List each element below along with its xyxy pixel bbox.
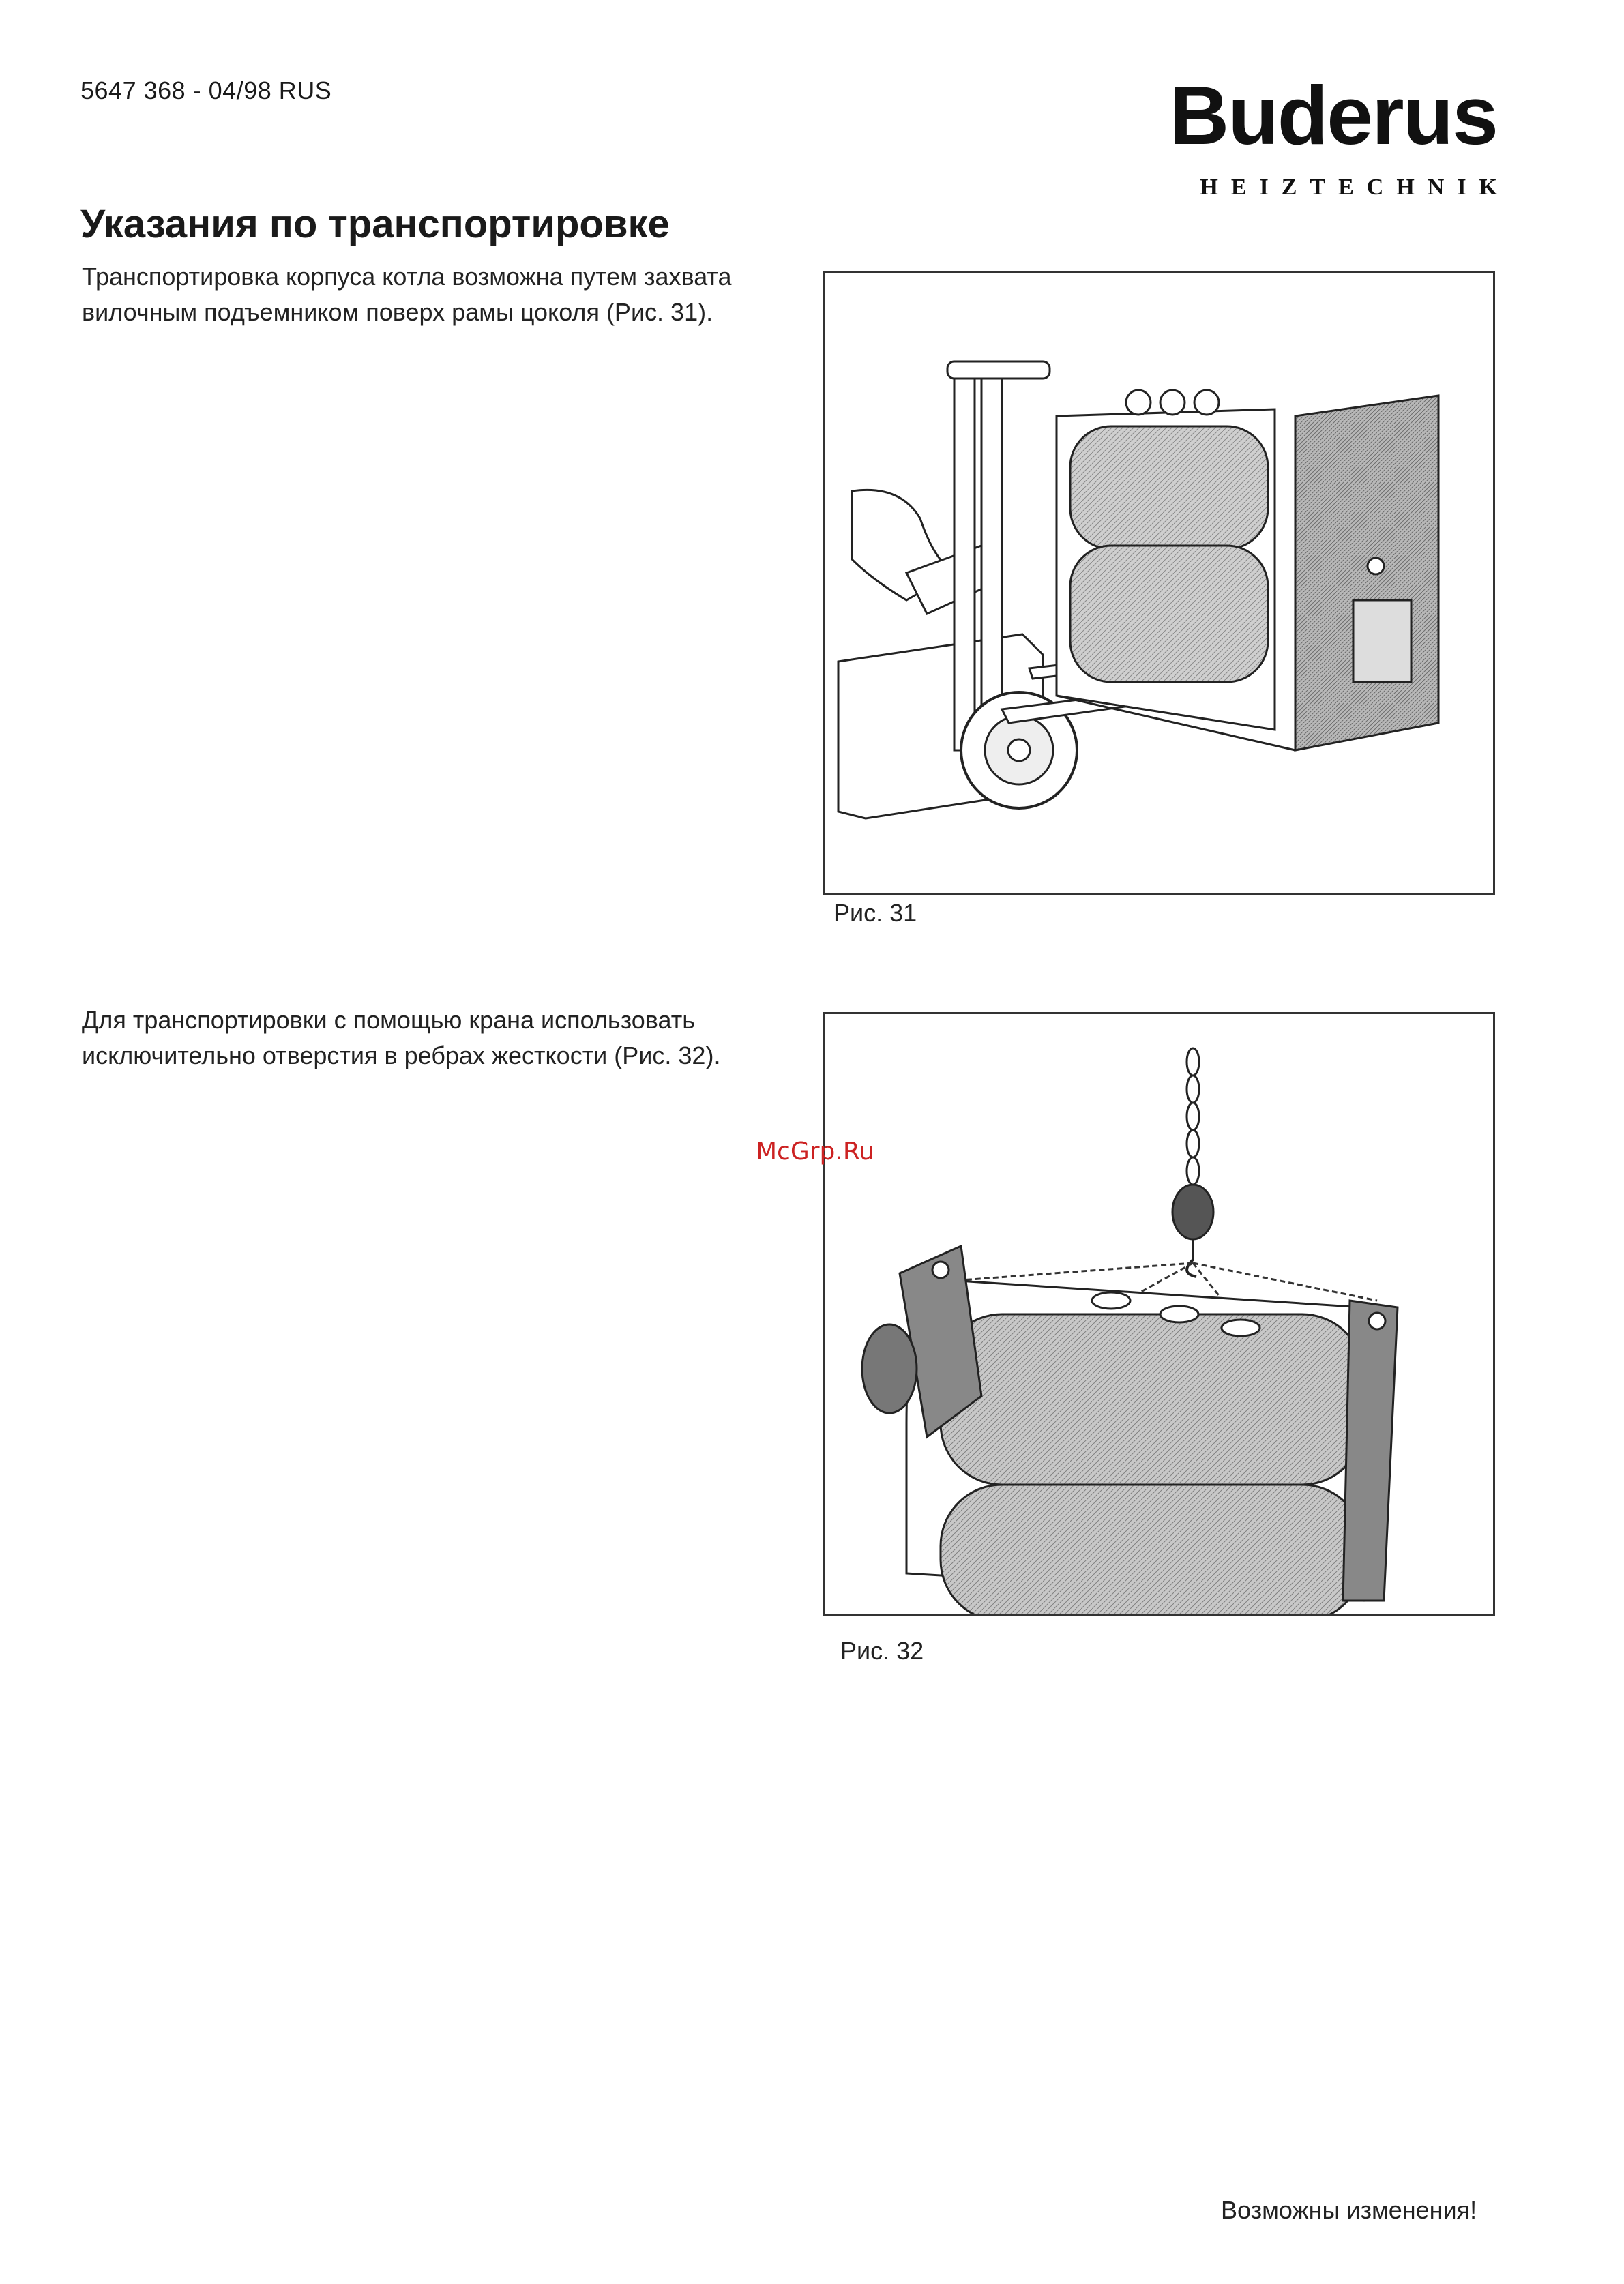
logo-tagline: HEIZTECHNIK <box>1200 175 1510 200</box>
forklift-instruction-text: Транспортировка корпуса котла возможна путем захвата вилочным подъемником поверх рамы цоколя (Рис. 31). <box>82 263 732 326</box>
footer-note: Возможны изменения! <box>1221 2196 1477 2224</box>
buderus-logo <box>1061 69 1510 201</box>
page-title: Указания по транспортировке <box>80 202 670 246</box>
figure-31-forklift-illustration <box>823 271 1495 895</box>
logo-brand: Buderus <box>1169 69 1497 162</box>
figure-32-caption: Рис. 32 <box>840 1637 924 1665</box>
figure-32-crane-illustration <box>823 1012 1495 1616</box>
document-number: 5647 368 - 04/98 RUS <box>80 76 332 104</box>
figure-31-caption: Рис. 31 <box>833 899 917 927</box>
crane-instruction-text: Для транспортировки с помощью крана использовать исключительно отверстия в ребрах жесткости (Рис. 32). <box>82 1006 721 1069</box>
forklift-drawing <box>825 273 1493 893</box>
watermark-text: McGrp.Ru <box>756 1138 875 1166</box>
crane-drawing <box>825 1014 1493 1614</box>
